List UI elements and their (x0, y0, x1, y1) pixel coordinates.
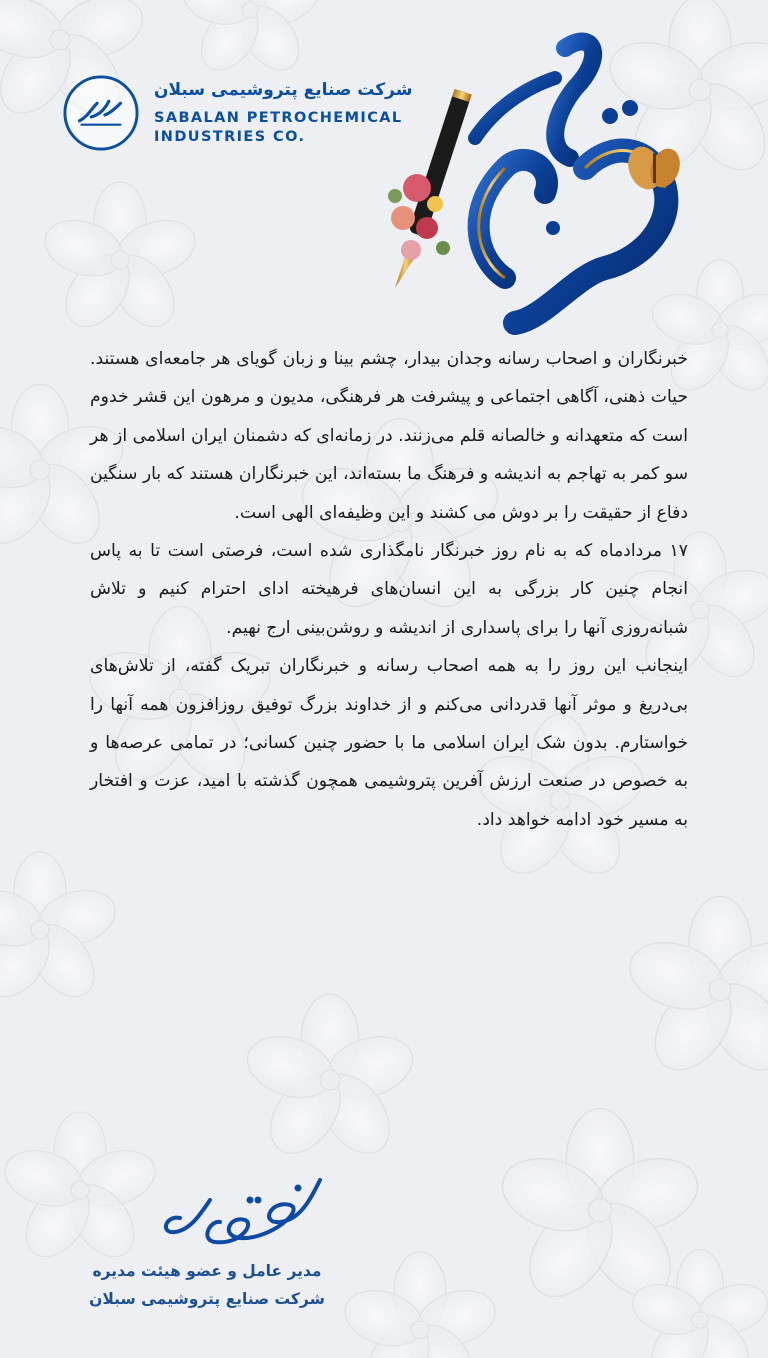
company-logo (62, 72, 413, 158)
sabalan-logo-icon (62, 74, 140, 152)
company-name-en-line1: SABALAN PETROCHEMICAL (154, 110, 403, 126)
message-paragraph-2: ۱۷ مردادماه که به نام روز خبرنگار نامگذاری شده است، فرصتی است تا به پاس انجام چنین کار بزرگی به این انسان‌های فرهیخته ادای احترام کنیم و تلاش شبانه‌روزی آنها را برای پاسداری از اندیشه و روشن‌بینی ارج نهیم. (90, 541, 688, 638)
signatory-company: شرکت صنایع پتروشیمی سبلان (89, 1290, 325, 1308)
company-name-fa: شرکت صنایع پتروشیمی سبلان (154, 80, 413, 100)
message-paragraph-3: اینجانب این روز را به همه اصحاب رسانه و خبرنگاران تبریک گفته، از تلاش‌های بی‌دریغ و موثر آنها قدردانی می‌کنم و از خداوند بزرگ توفیق روزافزون همه آنها را خواستارم. بدون شک ایران اسلامی ما با حضور چنین کسانی؛ در تمامی عرصه‌ها و به خصوص در صنعت ارزش آفرین پتروشیمی همچون گذشته با امید، عزت و افتخار به مسیر خود ادامه خواهد داد. (90, 656, 688, 830)
signature (120, 1160, 350, 1260)
company-name-en-line2: INDUSTRIES CO. (154, 129, 306, 145)
message-paragraph-1: خبرنگاران و اصحاب رسانه وجدان بیدار، چشم بینا و زبان گویای هر جامعه‌ای هستند. حیات ذهنی، آگاهی اجتماعی و پیشرفت هر فرهنگی، مدیون و مرهون این قشر خدوم است که متعهدانه و خالصانه قلم می‌زنند. در زمانه‌ای که دشمنان ایران اسلامی از هر سو کمر به تهاجم به اندیشه و فرهنگ ما بسته‌اند، این خبرنگاران هستند که بار سنگین دفاع از حقیقت را بر دوش می کشند و این وظیفه‌ای الهی است. (90, 349, 688, 523)
signatory-title: مدیر عامل و عضو هیئت مدیره (92, 1262, 322, 1280)
journalist-day-calligraphy-art (355, 18, 700, 338)
message-body (90, 340, 688, 839)
